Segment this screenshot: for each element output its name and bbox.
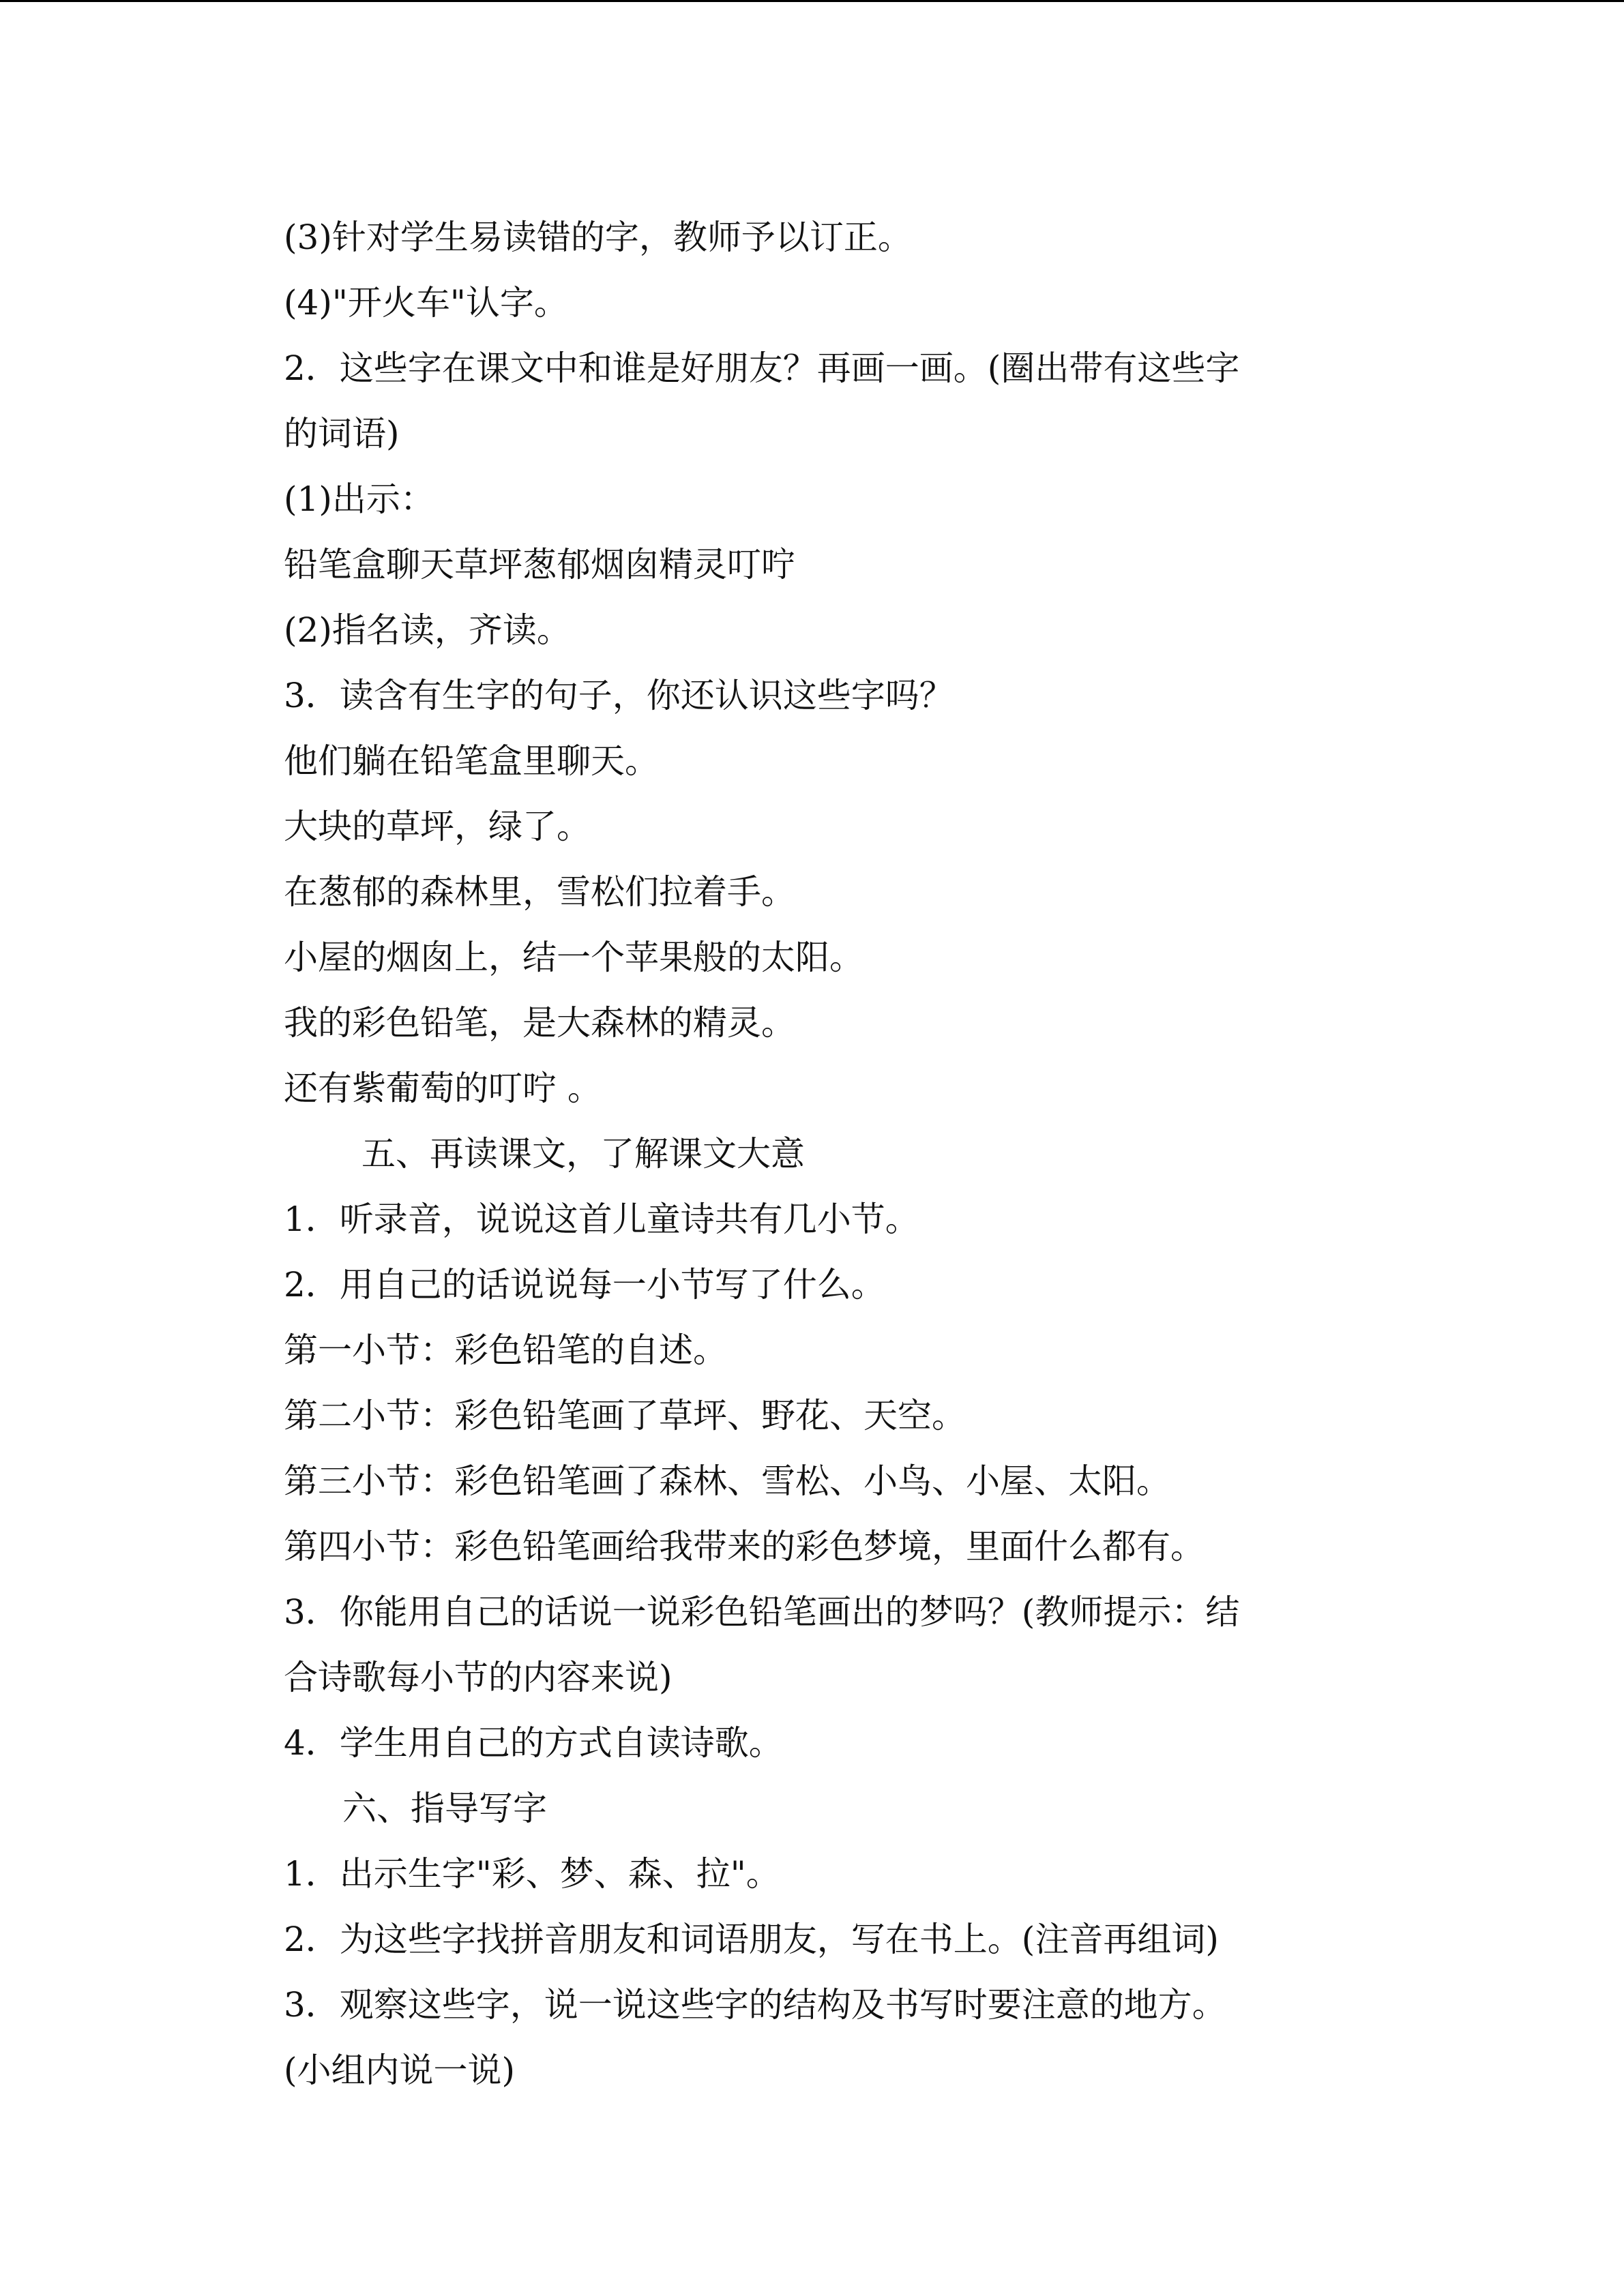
document-body (284, 205, 1361, 2103)
section-heading: 六、指导写字 (342, 1789, 547, 1828)
text-line: 4．学生用自己的方式自读诗歌。 (284, 1723, 783, 1763)
text-line: 的词语) (284, 414, 400, 453)
text-line: 我的彩色铅笔，是大森林的精灵。 (284, 1003, 795, 1043)
text-line: 他们躺在铅笔盒里聊天。 (284, 741, 659, 781)
text-line: (4)"开火车"认字。 (284, 283, 568, 323)
text-line: 2．用自己的话说说每一小节写了什么。 (284, 1265, 885, 1304)
text-line: 第三小节：彩色铅笔画了森林、雪松、小鸟、小屋、太阳。 (284, 1461, 1170, 1501)
text-line: 2．这些字在课文中和谁是好朋友？再画一画。(圈出带有这些字 (284, 348, 1240, 388)
text-line: 还有紫葡萄的叮咛 。 (284, 1069, 602, 1108)
text-line: 第一小节：彩色铅笔的自述。 (284, 1330, 727, 1370)
text-line: 3．读含有生字的句子，你还认识这些字吗？ (284, 676, 954, 715)
section-heading: 五、再读课文，了解课文大意 (361, 1134, 805, 1174)
text-line: 第四小节：彩色铅笔画给我带来的彩色梦境，里面什么都有。 (284, 1527, 1205, 1566)
text-line: (小组内说一说) (284, 2051, 516, 2090)
text-line: 在葱郁的森林里，雪松们拉着手。 (284, 872, 795, 912)
text-line: 1．听录音，说说这首儿童诗共有几小节。 (284, 1199, 919, 1239)
text-line: (2)指名读，齐读。 (284, 610, 571, 650)
text-line: 第二小节：彩色铅笔画了草坪、野花、天空。 (284, 1396, 966, 1435)
text-line: 合诗歌每小节的内容来说) (284, 1658, 673, 1697)
text-line: 大块的草坪，绿了。 (284, 807, 591, 846)
text-line: 铅笔盒聊天草坪葱郁烟囱精灵叮咛 (284, 545, 795, 584)
text-line: (1)出示： (284, 479, 434, 519)
text-line: (3)针对学生易读错的字，教师予以订正。 (284, 218, 912, 257)
text-line: 3．观察这些字，说一说这些字的结构及书写时要注意的地方。 (284, 1985, 1226, 2025)
text-line: 3．你能用自己的话说一说彩色铅笔画出的梦吗？(教师提示：结 (284, 1592, 1240, 1632)
page-top-border (0, 0, 1624, 2)
text-line: 小屋的烟囱上，结一个苹果般的太阳。 (284, 938, 863, 977)
text-line: 2．为这些字找拼音朋友和词语朋友，写在书上。(注音再组词) (284, 1920, 1219, 1959)
text-line: 1．出示生字"彩、梦、森、拉"。 (284, 1854, 780, 1894)
